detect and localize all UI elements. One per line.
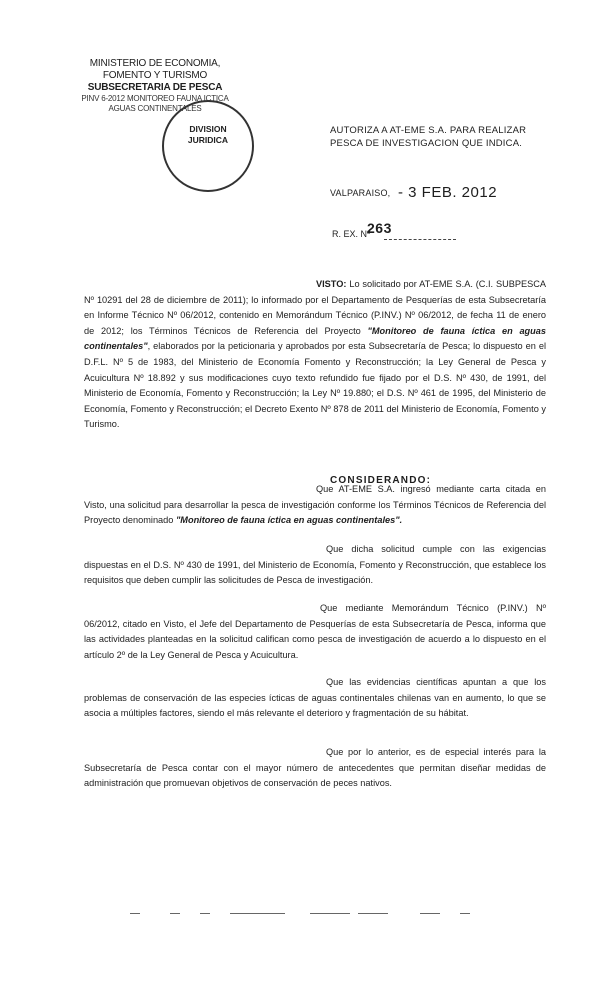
resolution-subject: AUTORIZA A AT-EME S.A. PARA REALIZAR PESCA DE INVESTIGACION QUE INDICA.: [330, 125, 527, 149]
considerando-paragraph-1: [84, 482, 546, 529]
considerando-paragraph-5: [84, 745, 546, 792]
visto-text-a: Lo solicitado por AT-EME S.A. (C.I. SUBPESCA Nº 10291 del 28 de diciembre de 2011); lo informado por el Departamento de Pesquerías de esta Subsecretaría en Informe Técnico Nº 06/2012, contenido en Memorándum Técnico (P.INV.) Nº 06/2012, de fecha 11 de enero de 2012; los Términos Técnicos de Referencia del Proyecto: [84, 279, 546, 336]
reference-line-2: AGUAS CONTINENTALES: [108, 104, 202, 113]
resolution-number-label: R. EX. Nº: [332, 229, 371, 239]
stamp-line-1: DIVISION: [189, 124, 227, 134]
place-label: VALPARAISO,: [330, 188, 391, 198]
considerando-1-project: "Monitoreo de fauna íctica en aguas continentales".: [175, 515, 403, 526]
ministry-line-2: FOMENTO Y TURISMO: [102, 70, 208, 81]
considerando-paragraph-4: [84, 675, 546, 722]
considerando-3-text: Que mediante Memorándum Técnico (P.INV.) Nº 06/2012, citado en Visto, el Jefe del Departamento de Pesquerías de esta Subsecretaría de Pesca, informa que las actividades planteadas en la solicitud califican como pesca de investigación de acuerdo a lo dispuesto en el artículo 2º de la Ley General de Pesca y Acuicultura.: [84, 603, 546, 660]
visto-text-b: , elaborados por la peticionaria y aprobados por esta Subsecretaría de Pesca; lo dispuesto en el D.F.L. Nº 5 de 1983, del Ministerio de Economía Fomento y Reconstrucción; la Ley General de Pesca y Acuicultura Nº 18.892 y sus modificaciones cuyo texto refundido fue fijado por el D.S. Nº 430, de 1991, del Ministerio de Economía, Fomento y Reconstrucción; la Ley Nº 19.880; el D.S. Nº 461 de 1995, del Ministerio de Economía, Fomento y Reconstrucción; el Decreto Exento Nº 878 de 2011 del Ministerio de Economía, Fomento y Turismo.: [84, 341, 546, 430]
page-separator: [130, 913, 510, 915]
resolution-number: 263: [367, 220, 392, 236]
considerando-1-text: Que AT-EME S.A. ingresó mediante carta citada en Visto, una solicitud para desarrollar la pesca de investigación conforme los Términos Técnicos de Referencia del Proyecto denominado: [84, 484, 546, 526]
visto-paragraph: [84, 277, 546, 433]
ministry-line-1: MINISTERIO DE ECONOMIA,: [89, 58, 221, 69]
considerando-5-text: Que por lo anterior, es de especial interés para la Subsecretaría de Pesca contar con el mayor número de antecedentes que permitan diseñar medidas de administración que promuevan objetivos de conservación de peces nativos.: [84, 747, 546, 789]
considerando-paragraph-3: [84, 601, 546, 663]
division-juridica-stamp: [162, 100, 254, 192]
considerando-4-text: Que las evidencias científicas apuntan a que los problemas de conservación de las especies ícticas de aguas continentales chilenas van en aumento, lo que se asocia a múltiples factores, siendo el más relevante el deterioro y fragmentación de su hábitat.: [84, 677, 546, 719]
resolution-number-underline: [384, 239, 456, 240]
subsecretaria-title: SUBSECRETARIA DE PESCA: [87, 82, 223, 93]
stamp-line-2: JURIDICA: [187, 135, 229, 145]
considerando-paragraph-2: [84, 542, 546, 589]
considerando-heading: CONSIDERANDO:: [330, 475, 432, 486]
considerando-2-text: Que dicha solicitud cumple con las exigencias dispuestas en el D.S. Nº 430 de 1991, del Ministerio de Economía, Fomento y Reconstrucción, que establece los requisitos que deben cumplir las solicitudes de Pesca de investigación.: [84, 544, 546, 586]
visto-project-name: "Monitoreo de fauna íctica en aguas continentales": [84, 325, 546, 352]
visto-lead: VISTO:: [316, 279, 347, 289]
resolution-date: - 3 FEB. 2012: [398, 184, 498, 201]
reference-line-1: PINV 6-2012 MONITOREO FAUNA ICTICA: [81, 94, 229, 103]
